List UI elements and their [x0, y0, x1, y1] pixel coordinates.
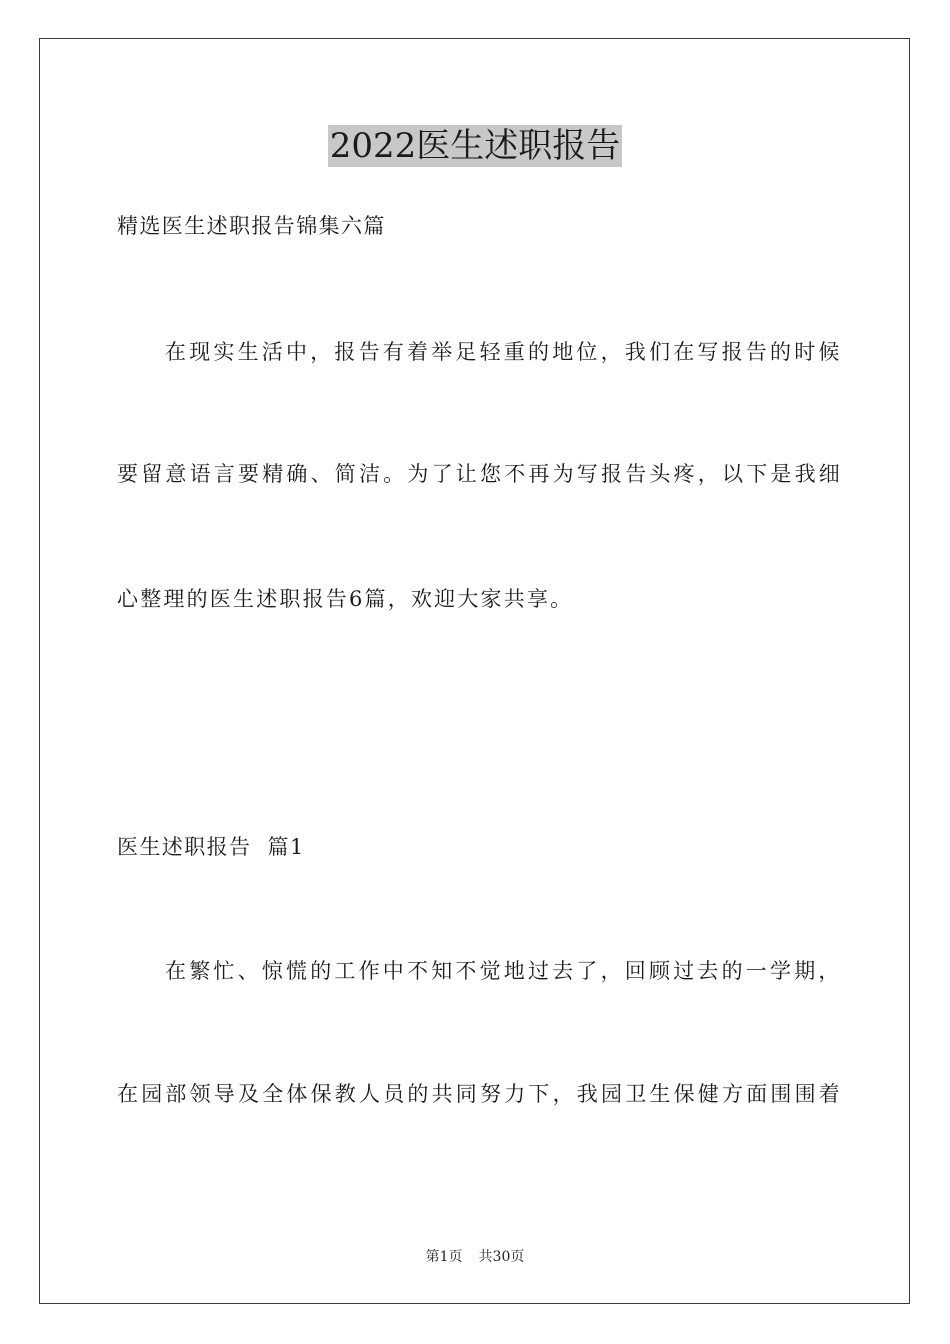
section-paragraph-line-2: 在园部领导及全体保教人员的共同努力下，我园卫生保健方面围围着 — [117, 1082, 843, 1106]
page-total: 共30页 — [478, 1249, 525, 1265]
intro-paragraph-line-2: 要留意语言要精确、简洁。为了让您不再为写报告头疼，以下是我细 — [117, 462, 843, 486]
page-number: 第1页 — [425, 1249, 463, 1265]
page-footer — [0, 1248, 950, 1266]
title-container — [0, 125, 950, 167]
intro-paragraph-line-1: 在现实生活中，报告有着举足轻重的地位，我们在写报告的时候 — [165, 340, 843, 364]
document-title: 2022医生述职报告 — [329, 126, 621, 166]
section-heading: 医生述职报告 篇1 — [117, 835, 305, 859]
section-paragraph-line-1: 在繁忙、惊慌的工作中不知不觉地过去了，回顾过去的一学期， — [165, 959, 843, 983]
document-subtitle: 精选医生述职报告锦集六篇 — [117, 214, 386, 238]
intro-paragraph-line-3: 心整理的医生述职报告6篇，欢迎大家共享。 — [117, 587, 574, 611]
